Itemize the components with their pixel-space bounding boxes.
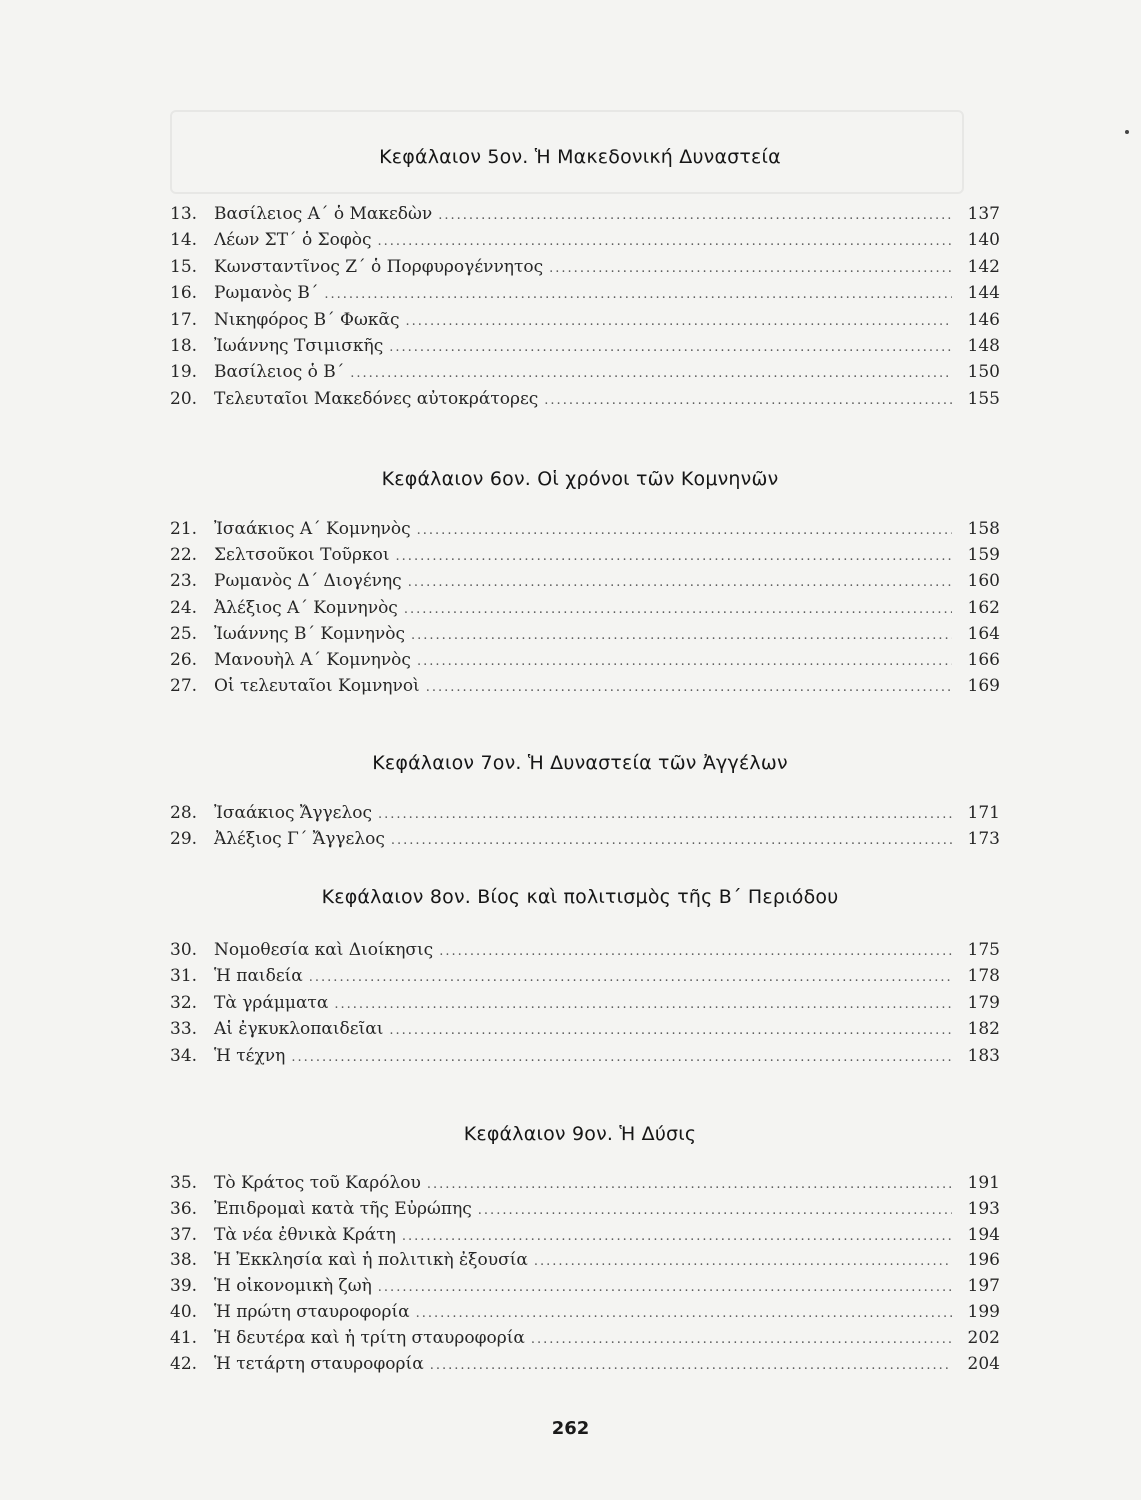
dot-leader (438, 203, 952, 229)
entry-title: Τὰ νέα ἐθνικὰ Κράτη (214, 1224, 396, 1245)
toc-entry (170, 800, 1000, 826)
dot-leader (309, 965, 952, 991)
entry-title: Ἰωάννης Τσιμισκῆς (214, 336, 384, 356)
entry-number: 29. (170, 829, 198, 849)
entry-page-number: 142 (967, 256, 1000, 277)
entry-page-number: 173 (967, 829, 1000, 849)
chapter-heading: Κεφάλαιον 7ον. Ἡ Δυναστεία τῶν Ἀγγέλων (372, 752, 788, 774)
dot-leader (389, 335, 952, 361)
dot-leader (334, 992, 952, 1018)
toc-entry (170, 333, 1000, 359)
dot-leader (378, 229, 953, 255)
dot-leader (544, 388, 952, 414)
dot-leader (391, 828, 952, 854)
dot-leader (378, 1275, 952, 1301)
toc-entry (170, 1351, 1000, 1377)
entry-number: 38. (170, 1250, 198, 1271)
entry-page-number: 178 (967, 966, 1000, 987)
toc-entry (170, 542, 1000, 568)
toc-entry (170, 621, 1000, 647)
toc-entry (170, 280, 1000, 306)
entry-number: 16. (170, 283, 198, 304)
chapter-heading: Κεφάλαιον 9ον. Ἡ Δύσις (463, 1123, 697, 1145)
entry-page-number: 146 (967, 309, 1000, 330)
entry-title: Ρωμανὸς Β΄ (214, 283, 319, 304)
dot-leader (478, 1198, 952, 1224)
entry-title: Ἡ τετάρτη σταυροφορία (214, 1353, 424, 1374)
dot-leader (396, 544, 952, 570)
entry-page-number: 199 (967, 1302, 1000, 1322)
entry-number: 32. (170, 992, 198, 1013)
toc-entry (170, 647, 1000, 673)
dot-leader (534, 1249, 952, 1275)
entry-number: 23. (170, 571, 198, 592)
entry-page-number: 196 (967, 1250, 1000, 1271)
entry-number: 15. (170, 256, 198, 277)
dot-leader (430, 1353, 952, 1379)
entry-title: Ἡ πρώτη σταυροφορία (214, 1302, 410, 1322)
entry-page-number: 193 (967, 1198, 1000, 1219)
entry-number: 19. (170, 362, 198, 383)
toc-entry (170, 937, 1000, 963)
entry-page-number: 204 (967, 1353, 1000, 1374)
entry-number: 22. (170, 545, 198, 566)
entry-title: Ἡ οἰκονομικὴ ζωὴ (214, 1276, 372, 1297)
entry-title: Βασίλειος ὁ Β΄ (214, 362, 345, 383)
entry-number: 27. (170, 676, 198, 697)
entry-page-number: 182 (967, 1019, 1000, 1040)
entry-title: Ἰωάννης Β΄ Κομνηνὸς (214, 623, 405, 644)
entry-page-number: 144 (967, 283, 1000, 304)
toc-entry (170, 1043, 1000, 1069)
dot-leader (324, 282, 952, 308)
entry-title: Ἡ παιδεία (214, 966, 303, 987)
dot-leader (402, 1224, 952, 1250)
entry-number: 33. (170, 1019, 198, 1040)
entry-number: 39. (170, 1276, 198, 1297)
toc-entry (170, 201, 1000, 227)
entry-number: 28. (170, 803, 198, 823)
entry-page-number: 155 (967, 388, 1000, 409)
entry-number: 37. (170, 1224, 198, 1245)
entry-title: Βασίλειος Α΄ ὁ Μακεδὼν (214, 204, 433, 224)
dot-leader (411, 623, 952, 649)
toc-entry (170, 1299, 1000, 1325)
toc-entry (170, 1247, 1000, 1273)
entry-number: 42. (170, 1353, 198, 1374)
entry-number: 17. (170, 309, 198, 330)
toc-entry (170, 595, 1000, 621)
entry-number: 18. (170, 336, 198, 356)
entry-page-number: 166 (967, 650, 1000, 670)
toc-entry (170, 254, 1000, 280)
entry-title: Οἱ τελευταῖοι Κομνηνοὶ (214, 676, 420, 697)
entry-title: Νομοθεσία καὶ Διοίκησις (214, 940, 434, 960)
dot-leader (531, 1327, 952, 1353)
entry-page-number: 179 (967, 992, 1000, 1013)
dot-leader (439, 939, 952, 965)
entry-page-number: 169 (967, 676, 1000, 697)
dot-leader (404, 597, 952, 623)
dot-leader (405, 309, 952, 335)
entry-number: 35. (170, 1173, 198, 1193)
entry-title: Σελτσοῦκοι Τοῦρκοι (214, 545, 390, 566)
entry-title: Τὰ γράμματα (214, 992, 329, 1013)
dot-leader (417, 649, 952, 675)
toc-entry (170, 386, 1000, 412)
toc-entry (170, 1016, 1000, 1042)
entry-number: 40. (170, 1302, 198, 1322)
entry-title: Νικηφόρος Β΄ Φωκᾶς (214, 309, 400, 330)
entry-title: Αἱ ἐγκυκλοπαιδεῖαι (214, 1019, 384, 1040)
entry-page-number: 150 (967, 362, 1000, 383)
dot-leader (408, 570, 952, 596)
entry-title: Ἐπιδρομαὶ κατὰ τῆς Εὐρώπης (214, 1198, 472, 1219)
toc-entry (170, 673, 1000, 699)
entry-number: 14. (170, 230, 198, 251)
entry-page-number: 175 (967, 940, 1000, 960)
entry-title: Μανουὴλ Α΄ Κομνηνὸς (214, 650, 411, 670)
entry-page-number: 162 (967, 597, 1000, 618)
dot-leader (378, 802, 952, 828)
toc-entry (170, 1325, 1000, 1351)
entry-title: Τὸ Κράτος τοῦ Καρόλου (214, 1173, 421, 1193)
entry-page-number: 140 (967, 230, 1000, 251)
entry-title: Ἡ Ἐκκλησία καὶ ἡ πολιτικὴ ἐξουσία (214, 1250, 528, 1271)
entry-page-number: 164 (967, 623, 1000, 644)
ink-speck (1125, 130, 1129, 134)
entry-title: Ἡ δευτέρα καὶ ἡ τρίτη σταυροφορία (214, 1327, 525, 1348)
toc-entry (170, 307, 1000, 333)
dot-leader (389, 1018, 952, 1044)
entry-page-number: 160 (967, 571, 1000, 592)
dot-leader (426, 675, 952, 701)
entry-number: 34. (170, 1045, 198, 1066)
entry-number: 20. (170, 388, 198, 409)
entry-page-number: 158 (967, 519, 1000, 539)
entry-title: Ἡ τέχνη (214, 1045, 286, 1066)
toc-entry (170, 1196, 1000, 1222)
entry-page-number: 191 (967, 1173, 1000, 1193)
entry-page-number: 183 (967, 1045, 1000, 1066)
page-number: 262 (551, 1418, 590, 1439)
entry-title: Ἰσαάκιος Ἄγγελος (214, 803, 373, 823)
entry-number: 30. (170, 940, 198, 960)
toc-entry (170, 516, 1000, 542)
toc-entry (170, 359, 1000, 385)
entry-page-number: 159 (967, 545, 1000, 566)
toc-entry (170, 1273, 1000, 1299)
toc-entry (170, 963, 1000, 989)
entry-title: Ἀλέξιος Α΄ Κομνηνὸς (214, 597, 398, 618)
dot-leader (427, 1172, 952, 1198)
toc-entry (170, 990, 1000, 1016)
entry-title: Ρωμανὸς Δ΄ Διογένης (214, 571, 402, 592)
entry-number: 31. (170, 966, 198, 987)
dot-leader (291, 1045, 952, 1071)
entry-page-number: 137 (967, 204, 1000, 224)
entry-number: 21. (170, 519, 198, 539)
entry-number: 41. (170, 1327, 198, 1348)
chapter-heading: Κεφάλαιον 5ον. Ἡ Μακεδονική Δυναστεία (379, 146, 781, 168)
entry-title: Ἀλέξιος Γ΄ Ἄγγελος (214, 829, 385, 849)
toc-entry (170, 568, 1000, 594)
entry-title: Κωνσταντῖνος Ζ΄ ὁ Πορφυρογέννητος (214, 256, 544, 277)
entry-title: Ἰσαάκιος Α΄ Κομνηνὸς (214, 519, 411, 539)
entry-title: Τελευταῖοι Μακεδόνες αὐτοκράτορες (214, 388, 539, 409)
toc-entry (170, 1170, 1000, 1196)
dot-leader (350, 361, 952, 387)
dot-leader (416, 1301, 952, 1327)
entry-number: 25. (170, 623, 198, 644)
entry-page-number: 197 (967, 1276, 1000, 1297)
entry-page-number: 194 (967, 1224, 1000, 1245)
entry-number: 26. (170, 650, 198, 670)
entry-number: 24. (170, 597, 198, 618)
entry-page-number: 171 (967, 803, 1000, 823)
entry-page-number: 202 (967, 1327, 1000, 1348)
chapter-heading: Κεφάλαιον 8ον. Βίος καὶ πολιτισμὸς τῆς Β΄ Περιόδου (321, 886, 839, 908)
dot-leader (549, 256, 952, 282)
dot-leader (417, 518, 952, 544)
entry-page-number: 148 (967, 336, 1000, 356)
toc-entry (170, 1222, 1000, 1248)
entry-number: 13. (170, 204, 198, 224)
toc-entry (170, 227, 1000, 253)
toc-entry (170, 826, 1000, 852)
entry-number: 36. (170, 1198, 198, 1219)
chapter-heading: Κεφάλαιον 6ον. Οἱ χρόνοι τῶν Κομνηνῶν (381, 468, 779, 490)
entry-title: Λέων ΣΤ΄ ὁ Σοφὸς (214, 230, 372, 251)
